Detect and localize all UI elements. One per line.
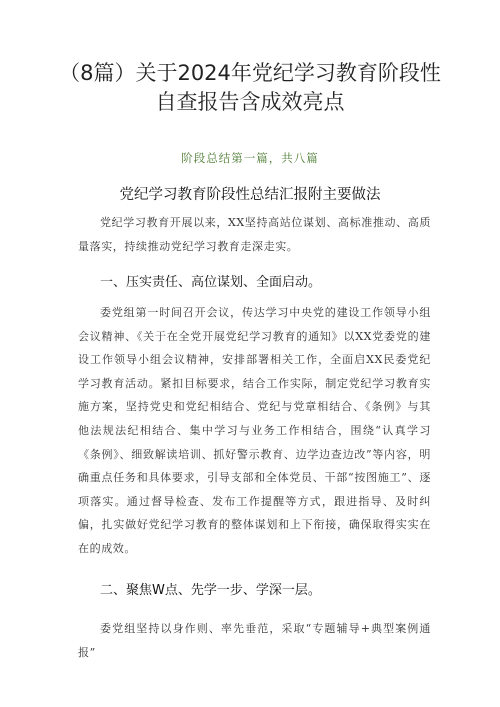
document-title-line-2: 自查报告含成效亮点 <box>155 90 345 114</box>
paragraph-2: 委党组坚持以身作则、率先垂范，采取“专题辅导+典型案例通报” <box>78 622 431 659</box>
heading-1: 一、压实责任、高位谋划、全面启动。 <box>100 275 322 290</box>
heading-2: 二、聚焦W点、先学一步、学深一层。 <box>100 583 321 598</box>
intro-paragraph: 党纪学习教育开展以来，XX坚持高站位谋划、高标准推动、高质量落实，持续推动党纪学习教育走深走实。 <box>78 216 431 253</box>
document-title-line-1: （8篇）关于2024年党纪学习教育阶段性 <box>59 61 441 85</box>
document-subtitle: 阶段总结第一篇，共八篇 <box>181 151 319 165</box>
section-title: 党纪学习教育阶段性总结汇报附主要做法 <box>119 187 381 203</box>
paragraph-1: 委党组第一时间召开会议，传达学习中央党的建设工作领导小组会议精神、《关于在全党开展党纪学习教育的通知》以XX党委党的建设工作领导小组会议精神，安排部署相关工作，全面启XX民委党纪学习教育活动。紧扣目标要求，结合工作实际，制定党纪学习教育实施方案，坚持党史和党纪相结合、党纪与党章相结合、《条例》与其他法规法纪相结合、集中学习与业务工作相结合，围绕“认真学习《条例》、细致解读培训、抓好警示教育、边学边查边改”等内容，明确重点任务和具体要求，引导支部和全体党员、干部“按图施工”、逐项落实。通过督导检查、发布工作提醒等方式，跟进指导、及时纠偏，扎实做好党纪学习教育的整体谋划和上下衔接，确保取得实实在在的成效。 <box>78 306 431 555</box>
